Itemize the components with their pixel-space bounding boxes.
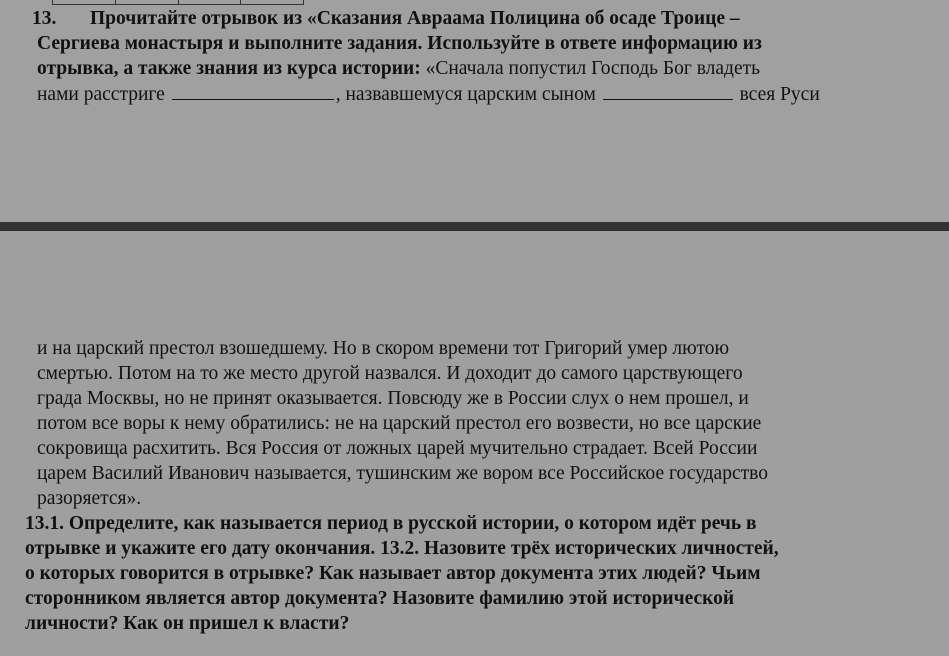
- task-instruction-1: Прочитайте отрывок из «Сказания Авраама Полицина об осаде Троице –: [90, 8, 740, 29]
- task-number: 13.: [32, 8, 57, 29]
- task-line-4-b: , назвавшемуся царским сыном: [335, 84, 601, 105]
- task-line-1: [32, 6, 740, 31]
- question-line: личности? Как он пришел к власти?: [25, 613, 350, 634]
- task-line-4-a: нами расстриге: [37, 84, 170, 105]
- question-line: сторонником является автор документа? Назовите фамилию этой исторической: [25, 588, 735, 609]
- question-line: о которых говорится в отрывке? Как называет автор документа этих людей? Чьим: [25, 563, 761, 584]
- task-line-2: Сергиева монастыря и выполните задания. Используйте в ответе информацию из: [37, 33, 762, 54]
- passage-line: сокровища расхитить. Вся Россия от ложных царей мучительно страдает. Всей России: [37, 438, 758, 459]
- answer-blank-2[interactable]: [603, 81, 733, 100]
- passage-line: потом все воры к нему обратились: не на царский престол его возвести, но все царские: [37, 413, 762, 434]
- task-instruction-3-text: «Сначала попустил Господь Бог владеть: [420, 58, 761, 79]
- passage-line: смертью. Потом на то же место другой назвался. И доходит до самого царствующего: [37, 363, 743, 384]
- passage-line: царем Василий Иванович называется, тушинским же вором все Российское государство: [37, 463, 768, 484]
- page-fragment-top: [0, 0, 949, 222]
- question-line: 13.1. Определите, как называется период в русской истории, о котором идёт речь в: [25, 513, 757, 534]
- passage-line: и на царский престол взошедшему. Но в скором времени тот Григорий умер лютою: [37, 338, 730, 359]
- passage-line: разоряется».: [37, 488, 142, 509]
- task-line-4-c: всея Руси: [734, 84, 820, 105]
- question-line: отрывке и укажите его дату окончания. 13.2. Назовите трёх исторических личностей,: [25, 538, 779, 559]
- task-line-4: [37, 81, 820, 107]
- task-instruction-3-bold: отрывка, а также знания из курса истории:: [37, 58, 421, 79]
- answer-blank-1[interactable]: [172, 81, 334, 100]
- passage-line: града Москвы, но не принят оказывается. Повсюду же в России слух о нем прошел, и: [37, 388, 749, 409]
- page-divider: [0, 222, 949, 231]
- table-stub: [52, 0, 304, 5]
- task-line-3: [37, 56, 760, 81]
